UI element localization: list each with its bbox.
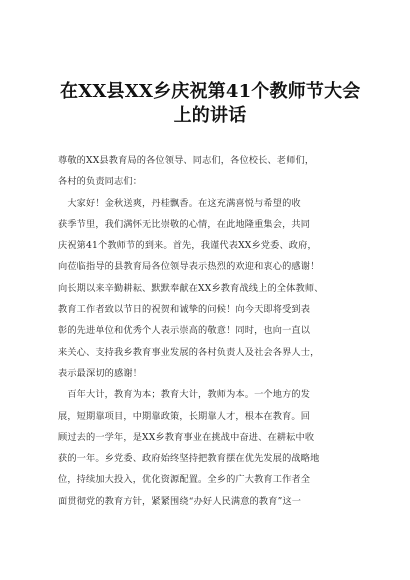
body-line: 面贯彻党的教育方针，紧紧围绕“办好人民满意的教育”这一 — [58, 495, 302, 507]
body-line: 表示最深切的感谢！ — [58, 367, 143, 379]
body-line: 位，持续加大投入，优化资源配置。全乡的广大教育工作者全 — [58, 474, 311, 486]
body-line: 顾过去的一学年，是XX乡教育事业在挑战中奋进、在耕耘中收 — [58, 431, 315, 443]
body-line: 大家好！金秋送爽，丹桂飘香。在这充满喜悦与希望的收 — [58, 197, 301, 209]
body-line: 彰的先进单位和优秀个人表示崇高的敬意！同时，也向一直以 — [58, 325, 311, 337]
body-line: 向莅临指导的县教育局各位领导表示热烈的欢迎和衷心的感谢！ — [58, 261, 320, 273]
title-line-1: 在XX县XX乡庆祝第41个教师节大会 — [60, 81, 361, 102]
document-title — [60, 80, 360, 128]
body-line: 教育工作者致以节日的祝贺和诚挚的问候！向今天即将受到表 — [58, 304, 311, 316]
body-line: 展，短期靠项目，中期靠政策，长期靠人才，根本在教育。回 — [58, 410, 311, 422]
document-body — [58, 150, 358, 512]
body-line: 百年大计，教育为本；教育大计，教师为本。一个地方的发 — [58, 389, 311, 401]
body-line: 获季节里，我们满怀无比崇敬的心情，在此地隆重集会，共同 — [58, 218, 311, 230]
body-line: 获的一年。乡党委、政府始终坚持把教育摆在优先发展的战略地 — [58, 453, 320, 465]
body-line: 向长期以来辛勤耕耘、默默奉献在XX乡教育战线上的全体教师、 — [58, 282, 324, 294]
body-line: 各村的负责同志们： — [58, 176, 143, 188]
body-line: 来关心、支持我乡教育事业发展的各村负责人及社会各界人士， — [58, 346, 320, 358]
body-line: 尊敬的XX县教育局的各位领导、同志们，各位校长、老师们， — [58, 155, 315, 166]
body-line: 庆祝第41个教师节的到来。首先，我谨代表XX乡党委、政府， — [58, 240, 317, 252]
title-line-2: 上的讲话 — [173, 105, 247, 126]
